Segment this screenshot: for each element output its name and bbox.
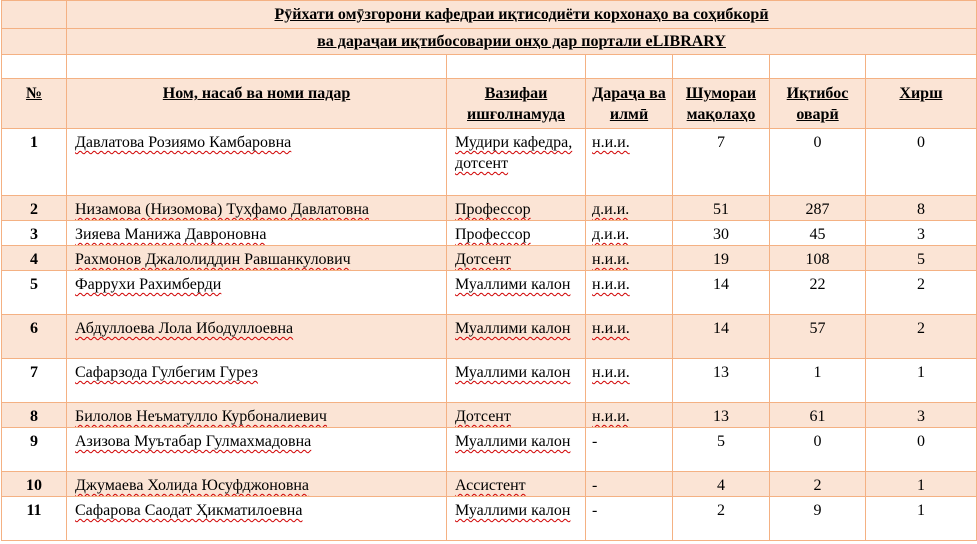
row-citations-text: 22 [809, 276, 826, 293]
row-citations-text: 61 [809, 408, 826, 425]
row-hirsch [866, 472, 977, 497]
row-num [2, 359, 67, 403]
row-position-text: Муаллими калон [455, 502, 571, 519]
row-position [447, 403, 586, 428]
row-num-text: 3 [30, 226, 38, 243]
row-articles-text: 19 [713, 251, 729, 268]
title-row-2 [2, 29, 977, 55]
row-degree-text: н.и.и. [592, 320, 630, 337]
row-degree-text: - [592, 433, 598, 450]
row-degree [586, 246, 673, 271]
row-position-text: Профессор [455, 226, 531, 243]
row-name [67, 129, 447, 196]
row-citations [770, 359, 866, 403]
row-hirsch-text: 8 [917, 201, 925, 218]
row-citations-text: 0 [813, 134, 822, 151]
row-articles [673, 359, 770, 403]
row-num-text: 1 [30, 134, 38, 151]
row-articles [673, 403, 770, 428]
header-position: Вазифаи ишғолнамуда [447, 79, 586, 129]
row-degree-text: н.и.и. [592, 276, 630, 293]
row-position-text: Ассистент [455, 477, 526, 494]
row-articles-text: 51 [713, 201, 729, 218]
row-degree-text: д.и.и. [592, 226, 630, 243]
row-articles [673, 315, 770, 359]
table-row [2, 196, 977, 221]
staff-table [1, 0, 977, 541]
row-position-text: Муаллими калон [455, 364, 571, 381]
row-articles-text: 14 [713, 320, 729, 337]
row-articles [673, 271, 770, 315]
row-degree [586, 271, 673, 315]
row-hirsch-text: 3 [917, 226, 925, 243]
row-name-text: Билолов Неъматулло Курбоналиевич [75, 408, 327, 425]
row-hirsch [866, 221, 977, 246]
header-hirsch: Хирш [866, 79, 977, 129]
row-name [67, 196, 447, 221]
row-name [67, 221, 447, 246]
row-position-text: Муаллими калон [455, 320, 571, 337]
table-row [2, 246, 977, 271]
row-citations [770, 221, 866, 246]
row-position [447, 497, 586, 541]
header-row [2, 79, 977, 129]
row-articles [673, 428, 770, 472]
row-position-text: Дотсент [455, 251, 511, 268]
row-name-text: Давлатова Розиямо Камбаровна [75, 134, 292, 151]
row-articles-text: 13 [713, 364, 729, 381]
row-citations-text: 57 [809, 320, 826, 337]
row-num-text: 8 [30, 408, 38, 425]
row-degree [586, 221, 673, 246]
row-position [447, 129, 586, 196]
row-degree [586, 315, 673, 359]
row-degree-text: н.и.и. [592, 251, 630, 268]
row-articles-text: 4 [717, 477, 725, 494]
table-row [2, 315, 977, 359]
row-num [2, 246, 67, 271]
header-num: № [2, 79, 67, 129]
row-num-text: 5 [30, 276, 38, 293]
row-position [447, 246, 586, 271]
row-num [2, 428, 67, 472]
row-num-text: 6 [30, 320, 38, 337]
title-row-1 [2, 1, 977, 29]
row-num [2, 221, 67, 246]
row-articles-text: 30 [713, 226, 729, 243]
table-row [2, 221, 977, 246]
empty-row [2, 55, 977, 79]
row-hirsch [866, 196, 977, 221]
row-articles [673, 246, 770, 271]
row-hirsch-text: 3 [917, 408, 925, 425]
row-citations-text: 108 [805, 251, 830, 268]
row-degree-text: н.и.и. [592, 134, 630, 151]
row-name [67, 403, 447, 428]
header-citations: Иқтибос оварӣ [770, 79, 866, 129]
row-degree [586, 403, 673, 428]
table-row [2, 271, 977, 315]
row-articles [673, 472, 770, 497]
row-hirsch-text: 2 [917, 276, 925, 293]
table-row [2, 428, 977, 472]
row-articles [673, 196, 770, 221]
header-articles: Шумораи мақолаҳо [673, 79, 770, 129]
row-name [67, 497, 447, 541]
row-position [447, 315, 586, 359]
row-name-text: Сафарова Саодат Ҳикматилоевна [75, 502, 303, 519]
row-num-text: 10 [26, 477, 42, 494]
row-hirsch-text: 0 [917, 134, 925, 151]
row-articles-text: 7 [717, 134, 725, 151]
row-hirsch [866, 428, 977, 472]
row-citations-text: 287 [805, 201, 830, 218]
row-articles-text: 2 [717, 502, 725, 519]
row-citations [770, 472, 866, 497]
row-hirsch [866, 271, 977, 315]
row-position [447, 359, 586, 403]
row-num [2, 403, 67, 428]
row-name-text: Низамова (Низомова) Туҳфамо Давлатовна [75, 201, 369, 218]
row-name-text: Азизова Муътабар Гулмахмадовна [75, 433, 312, 450]
row-position [447, 196, 586, 221]
row-articles-text: 14 [713, 276, 729, 293]
table-row [2, 472, 977, 497]
row-num-text: 9 [30, 433, 38, 450]
row-degree [586, 472, 673, 497]
table-title-line2: ва дараҷаи иқтибосоварии онҳо дар портали eLIBRARY [67, 29, 977, 55]
row-name-text: Джумаева Холида Юсуфджоновна [75, 477, 310, 494]
row-num [2, 315, 67, 359]
row-name [67, 246, 447, 271]
row-citations [770, 129, 866, 196]
table-row [2, 403, 977, 428]
row-articles [673, 129, 770, 196]
row-num [2, 196, 67, 221]
row-articles [673, 221, 770, 246]
header-name: Ном, насаб ва номи падар [67, 79, 447, 129]
row-num [2, 497, 67, 541]
row-citations [770, 315, 866, 359]
row-articles-text: 5 [717, 433, 725, 450]
row-position-text: Мудири кафедра, дотсент [455, 134, 573, 172]
row-degree [586, 359, 673, 403]
row-num [2, 129, 67, 196]
row-name-text: Фаррухи Рахимберди [75, 276, 222, 293]
row-name [67, 315, 447, 359]
row-degree [586, 497, 673, 541]
row-citations-text: 45 [809, 226, 826, 243]
row-position [447, 271, 586, 315]
row-degree-text: н.и.и. [592, 364, 630, 381]
row-name-text: Рахмонов Джалолиддин Равшанкулович [75, 251, 351, 268]
row-citations [770, 246, 866, 271]
row-citations-text: 1 [813, 364, 822, 381]
row-position-text: Дотсент [455, 408, 511, 425]
row-name-text: Абдуллоева Лола Ибодуллоевна [75, 320, 294, 337]
row-name [67, 428, 447, 472]
row-hirsch-text: 1 [917, 477, 925, 494]
header-degree: Дараҷа ва илмӣ [586, 79, 673, 129]
row-num [2, 271, 67, 315]
row-hirsch [866, 246, 977, 271]
row-hirsch-text: 0 [917, 433, 925, 450]
row-articles-text: 13 [713, 408, 729, 425]
row-hirsch [866, 403, 977, 428]
row-hirsch-text: 1 [917, 364, 925, 381]
row-hirsch-text: 5 [917, 251, 925, 268]
row-position-text: Муаллими калон [455, 276, 571, 293]
row-citations [770, 271, 866, 315]
row-num-text: 4 [30, 251, 38, 268]
row-citations-text: 0 [813, 433, 822, 450]
row-hirsch-text: 2 [917, 320, 925, 337]
row-citations-text: 9 [813, 502, 822, 519]
row-citations [770, 428, 866, 472]
row-position [447, 472, 586, 497]
row-position [447, 221, 586, 246]
row-name [67, 271, 447, 315]
row-hirsch [866, 315, 977, 359]
row-citations [770, 196, 866, 221]
row-degree-text: д.и.и. [592, 201, 630, 218]
table-row [2, 359, 977, 403]
row-articles [673, 497, 770, 541]
row-name-text: Зияева Манижа Давроновна [75, 226, 267, 243]
row-citations-text: 2 [813, 477, 822, 494]
row-name-text: Сафарзода Гулбегим Гурез [75, 364, 258, 381]
row-num-text: 7 [30, 364, 38, 381]
row-position [447, 428, 586, 472]
row-num-text: 11 [26, 502, 42, 519]
row-degree-text: - [592, 477, 598, 494]
table-row [2, 497, 977, 541]
row-position-text: Профессор [455, 201, 531, 218]
row-num [2, 472, 67, 497]
row-degree [586, 428, 673, 472]
row-hirsch-text: 1 [917, 502, 925, 519]
row-citations [770, 497, 866, 541]
row-name [67, 359, 447, 403]
row-hirsch [866, 497, 977, 541]
row-degree [586, 196, 673, 221]
row-degree [586, 129, 673, 196]
table-row [2, 129, 977, 196]
row-name [67, 472, 447, 497]
row-degree-text: - [592, 502, 598, 519]
row-citations [770, 403, 866, 428]
row-num-text: 2 [30, 201, 38, 218]
row-hirsch [866, 359, 977, 403]
row-position-text: Муаллими калон [455, 433, 571, 450]
table-title-line1: Рӯйхати омӯзгорони кафедраи иқтисодиёти корхонаҳо ва соҳибкорӣ [67, 1, 977, 29]
row-degree-text: н.и.и. [592, 408, 630, 425]
row-hirsch [866, 129, 977, 196]
